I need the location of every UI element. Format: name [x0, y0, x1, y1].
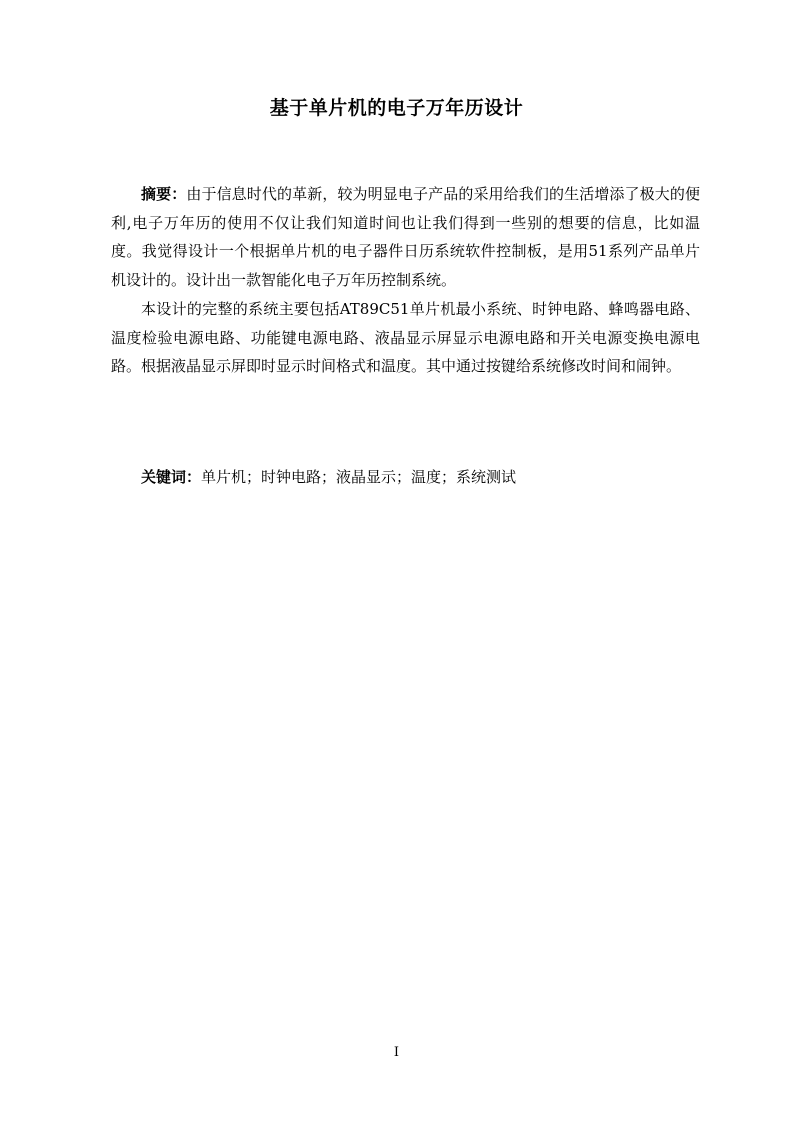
page-number: I — [393, 1045, 400, 1060]
page-title: 基于单片机的电子万年历设计 — [269, 97, 524, 119]
abstract-section — [111, 180, 700, 381]
abstract-paragraph-2: 本设计的完整的系统主要包括AT89C51单片机最小系统、时钟电路、蜂鸣器电路、温度检验电源电路、功能键电源电路、液晶显示屏显示电源电路和开关电源变换电源电路。根据液晶显示屏即时显示时间格式和温度。其中通过按键给系统修改时间和闹钟。 — [111, 299, 700, 376]
keywords-text: 单片机；时钟电路；液晶显示；温度；系统测试 — [201, 468, 517, 486]
abstract-label: 摘要： — [141, 185, 187, 203]
keywords-line — [111, 463, 700, 491]
abstract-paragraph-1 — [111, 180, 700, 295]
abstract-paragraph-1-text: 由于信息时代的革新，较为明显电子产品的采用给我们的生活增添了极大的便利,电子万年历的使用不仅让我们知道时间也让我们得到一些别的想要的信息，比如温度。我觉得设计一个根据单片机的电子器件日历系统软件控制板，是用51系列产品单片机设计的。设计出一款智能化电子万年历控制系统。 — [111, 185, 700, 290]
keywords-label: 关键词： — [141, 468, 202, 486]
